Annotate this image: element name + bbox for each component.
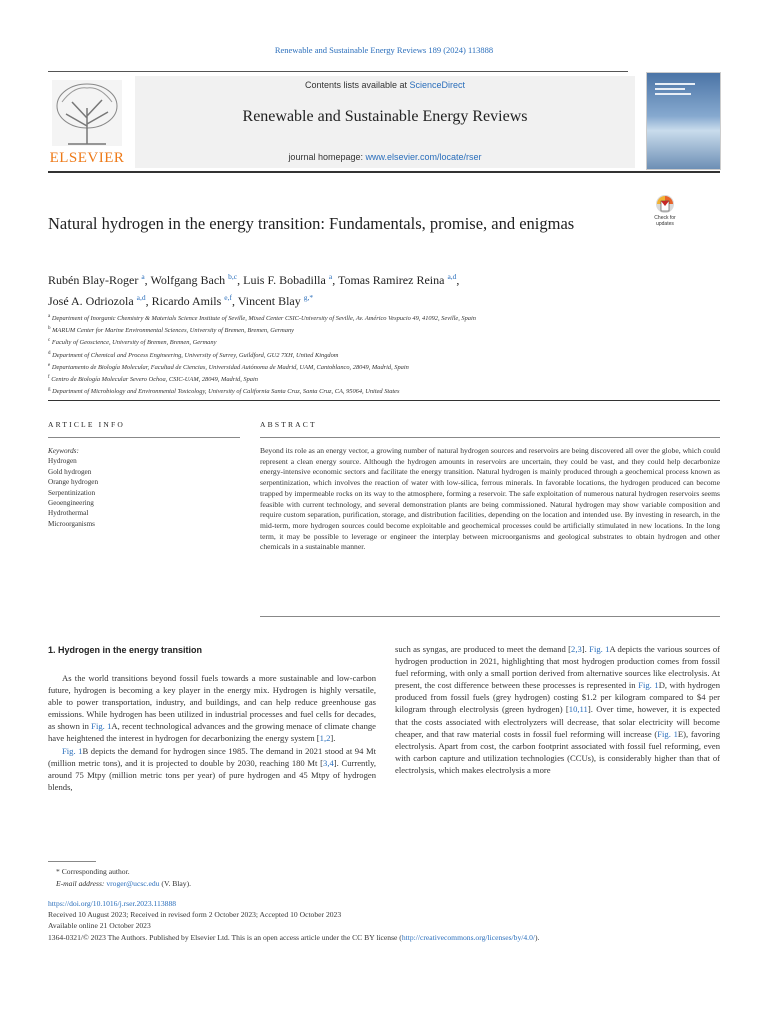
figure-link[interactable]: Fig. 1	[589, 644, 610, 654]
affiliation-key: f	[48, 375, 50, 381]
keyword: Gold hydrogen	[48, 467, 92, 476]
affiliation-item	[48, 373, 728, 385]
abstract-text: Beyond its role as an energy vector, a growing number of natural hydrogen sources and reservoirs are being discovered all over the globe, which could represent a clean energy source. Although the hydrogen amounts in reservoirs are uncertain, they could be vast, and they could help decarbonize energy-intensive economic sectors and facilitate the energy transition. Natural hydrogen is mainly produced through a geochemical process known as serpentinization, which involves the reaction of water with low-silica, ferrous minerals. In favorable locations, the hydrogen produced can become trapped by impermeable rocks on its way to the atmosphere, forming a reservoir. The safe exploitation of numerous natural hydrogen reservoirs seems feasible with current technology, and several demonstration plants are being commissioned. Natural hydrogen may show variable composition and require custom separation, purification, storage, and distribution facilities, depending on the location and intended use. By investing in research, in the mid-term, more hydrogen sources could become exploitable and geochemical processes could be artificially stimulated in new locations. In the long term, it may be possible to leverage or engineer the interplay between microorganisms and geological substrates to obtain hydrogen and other chemicals in a sustainable manner.	[260, 446, 720, 552]
received-dates: Received 10 August 2023; Received in revised form 2 October 2023; Accepted 10 October 2023	[48, 910, 342, 920]
keywords-list	[48, 446, 238, 529]
header-top-rule	[48, 71, 628, 72]
body-column-right	[395, 643, 720, 776]
text-run: D, with hydrogen produced from fossil fuels (grey hydrogen) costing $1.2 per kilogram compared to $4 per kilogram through electrolysis (green hydrogen) [	[395, 680, 721, 715]
affiliation-text: Faculty of Geoscience, University of Bremen, Bremen, Germany	[51, 339, 217, 347]
figure-link[interactable]: Fig. 1	[638, 680, 659, 691]
svg-text:updates: updates	[656, 221, 674, 227]
text-run: ]. Currently, around 75 Mtpy (million metric tons per year) of pure hydrogen and 45 Mtpy of hydrogen blends,	[48, 757, 377, 792]
affiliations-list	[48, 312, 728, 398]
citation-link[interactable]: 1,2	[319, 733, 331, 744]
affiliation-text: Centro de Biología Molecular Severo Ochoa, CSIC-UAM, 28049, Madrid, Spain	[51, 376, 258, 384]
email-suffix: (V. Blay).	[159, 879, 192, 888]
text-run: ].	[581, 644, 590, 654]
figure-link[interactable]: Fig. 1	[62, 745, 83, 756]
keyword: Serpentinization	[48, 488, 96, 497]
affiliation-item	[48, 336, 728, 348]
keywords-title: Keywords:	[48, 447, 79, 455]
affiliation-key: b	[48, 326, 51, 332]
author-name[interactable]: Tomas Ramirez Reina	[337, 273, 445, 287]
doi-link[interactable]: https://doi.org/10.1016/j.rser.2023.113888	[48, 899, 177, 908]
article-info-label: ARTICLE INFO	[48, 420, 125, 429]
affiliation-item	[48, 324, 728, 336]
text-run: As the world transitions beyond fossil fuels towards a more sustainable and low-carbon future, hydrogen is becoming a key player in the energy mix. Hydrogen is highly versatile, able to power transportation, industry, and buildings, and can help reduce greenhouse gas emissions. While hydrogen has been utilized in industrial processes and fuel cells for decades, as shown in	[48, 673, 376, 732]
author-name[interactable]: Luis F. Bobadilla	[243, 273, 326, 287]
license-end: ).	[534, 932, 540, 942]
paper-title: Natural hydrogen in the energy transition: Fundamentals, promise, and enigmas	[48, 214, 575, 233]
svg-text:Check for: Check for	[654, 215, 676, 221]
elsevier-wordmark: ELSEVIER	[49, 150, 125, 166]
license-text: 1364-0321/© 2023 The Authors. Published by Elsevier Ltd. This is an open access article under the CC BY license (	[48, 932, 402, 942]
author-line-2: José A. Odriozola $^{a,d}$, Ricardo Amils $^{e,f}$, Vincent Blay $^{g,*}$	[48, 293, 314, 308]
affiliation-key: c	[48, 338, 51, 344]
author-name[interactable]: Vincent Blay	[237, 294, 301, 308]
footnote-email-line	[56, 878, 191, 890]
affiliation-marker[interactable]: g,*	[303, 293, 314, 302]
cover-title-line	[655, 88, 685, 90]
corresponding-author-footnote	[56, 866, 191, 890]
cover-title-line	[655, 83, 695, 85]
text-run: A, recent technological advances and the growing menace of climate change have heightened the interest in hydrogen for decarbonizing the energy system [	[48, 721, 376, 744]
figure-link[interactable]: Fig. 1	[91, 721, 112, 732]
citation-link[interactable]: 3,4	[323, 757, 334, 768]
contents-line	[135, 80, 635, 90]
keyword: Geoengineering	[48, 499, 94, 508]
text-run: ].	[330, 733, 336, 744]
abstract-bottom-rule	[260, 616, 720, 617]
abstract-label: ABSTRACT	[260, 420, 317, 429]
header-bottom-rule	[48, 171, 720, 173]
email-link[interactable]: vroger@ucsc.edu	[106, 879, 160, 888]
affiliation-key: g	[48, 387, 51, 393]
author-name[interactable]: Ricardo Amils	[151, 294, 222, 308]
license-link[interactable]: http://creativecommons.org/licenses/by/4.0/	[401, 932, 535, 942]
affiliation-item	[48, 361, 728, 373]
affiliation-marker[interactable]: a	[328, 272, 333, 281]
article-info-rule	[48, 437, 240, 438]
affiliation-text: Department of Microbiology and Environmental Toxicology, University of California Santa Cruz, Santa Cruz, CA, 95064, United States	[52, 388, 400, 396]
text-run: ]. Over time, however, it is expected that the costs associated with electrolyzers will decrease, that solar electricity will become cheaper, and that raw material costs in fossil fuel reforming will increase (	[395, 704, 720, 739]
affiliation-item	[48, 385, 728, 397]
body-column-left	[48, 672, 376, 793]
cover-title-line	[655, 93, 691, 95]
affiliation-marker[interactable]: a,d	[447, 272, 457, 281]
affiliation-text: Department of Chemical and Process Engineering, University of Surrey, Guildford, GU2 7XH, United Kingdom	[52, 351, 339, 359]
footnote-text: Corresponding author.	[61, 867, 130, 876]
affiliation-text: MARUM Center for Marine Environmental Sciences, University of Bremen, Bremen, Germany	[52, 327, 295, 335]
text-run: A depicts the various sources of hydrogen production in 2021, highlighting that most hydrogen production comes from fossil fuel reforming, with only a small portion derived from alternative sources like electrolysis. At present, the cost difference between these processes is represented in	[395, 644, 720, 691]
journal-cover-image[interactable]	[646, 72, 721, 170]
check-for-updates-icon[interactable]	[646, 193, 684, 229]
footnote-rule	[48, 861, 96, 862]
contents-prefix: Contents lists available at	[304, 80, 410, 90]
affiliations-rule	[48, 400, 720, 401]
homepage-line	[135, 152, 635, 162]
text-run: such as syngas, are produced to meet the demand [	[395, 644, 572, 654]
affiliation-text: Department of Inorganic Chemistry & Materials Science Institute of Seville, Mixed Center CSIC-University of Seville, Av. Américo Vespucio 49, 41092, Seville, Spain	[51, 315, 476, 323]
keyword: Microorganisms	[48, 519, 95, 528]
journal-homepage-link[interactable]: www.elsevier.com/locate/rser	[365, 152, 482, 162]
journal-reference[interactable]: Renewable and Sustainable Energy Reviews 189 (2024) 113888	[274, 45, 494, 55]
author-name[interactable]: Wolfgang Bach	[150, 273, 226, 287]
keyword: Hydrothermal	[48, 509, 89, 518]
citation-link[interactable]: 10,11	[568, 704, 588, 715]
citation-link[interactable]: 2,3	[571, 644, 582, 654]
author-name[interactable]: José A. Odriozola	[48, 294, 134, 308]
author-name[interactable]: Rubén Blay-Roger	[48, 273, 139, 287]
homepage-prefix: journal homepage:	[288, 152, 366, 162]
affiliation-item	[48, 349, 728, 361]
affiliation-marker[interactable]: a,d	[136, 293, 146, 302]
affiliation-text: Departamento de Biología Molecular, Facultad de Ciencias, Universidad Autónoma de Madrid, UAM, Cantoblanco, 28049, Madrid, Spain	[51, 364, 409, 371]
author-list	[48, 268, 668, 310]
affiliation-key: a	[48, 314, 51, 319]
affiliation-key: d	[48, 350, 51, 356]
section-heading: 1. Hydrogen in the energy transition	[48, 645, 203, 655]
figure-link[interactable]: Fig. 1	[657, 728, 678, 739]
publication-info	[48, 898, 728, 943]
license-line	[48, 932, 728, 943]
available-online: Available online 21 October 2023	[48, 921, 151, 931]
keyword: Hydrogen	[48, 457, 77, 466]
author-line-1: Rubén Blay-Roger $^a$, Wolfgang Bach $^{b,c}$, Luis F. Bobadilla $^a$, Tomas Ramirez Reina $^{a,d}$,	[48, 272, 460, 287]
email-label: E-mail address:	[56, 879, 107, 888]
abstract-rule	[260, 437, 720, 438]
affiliation-item	[48, 312, 728, 324]
affiliation-marker[interactable]: b,c	[228, 272, 238, 281]
keyword: Orange hydrogen	[48, 478, 99, 487]
affiliation-marker[interactable]: e,f	[224, 293, 232, 302]
text-run: B depicts the demand for hydrogen since 1985. The demand in 2021 stood at 94 Mt (million metric tons), and it is projected to double by 2030, reaching 180 Mt [	[48, 745, 377, 768]
affiliation-marker[interactable]: a	[141, 272, 145, 281]
footnote-star-line: * Corresponding author.	[56, 867, 130, 876]
paragraph	[48, 745, 376, 793]
paragraph	[48, 672, 376, 745]
sciencedirect-link[interactable]: ScienceDirect	[409, 80, 466, 90]
journal-title: Renewable and Sustainable Energy Reviews	[242, 108, 528, 125]
paragraph-continuation	[395, 643, 720, 776]
text-run: E), favoring electrolysis. Apart from cost, the carbon footprint associated with fossil fuel reforming, even with carbon capture and utilization technologies (CCUs), is considerably higher than that of electrolysis, which makes electrolysis a more	[395, 728, 720, 775]
affiliation-key: e	[48, 362, 51, 368]
